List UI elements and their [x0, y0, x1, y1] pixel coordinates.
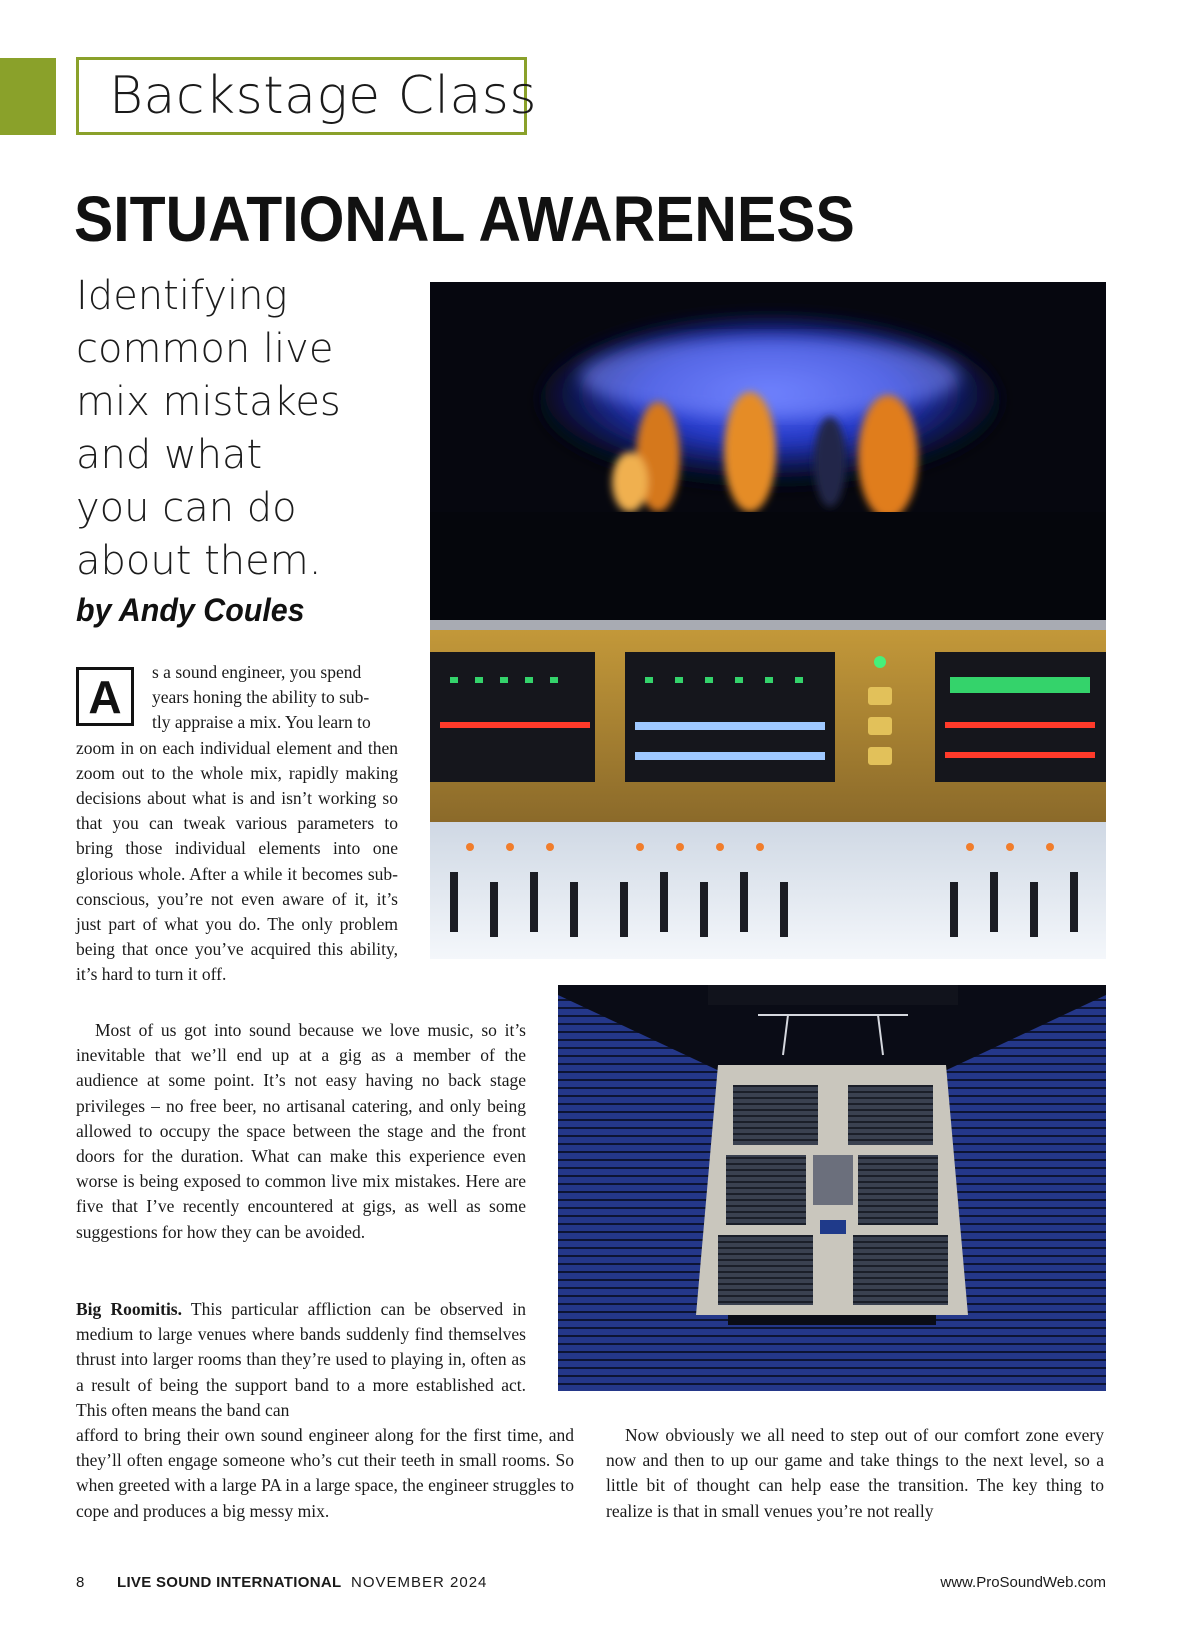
deck-line: common live [76, 326, 334, 372]
issue-date: NOVEMBER 2024 [351, 1574, 488, 1591]
deck-line: Identifying [76, 273, 288, 319]
body-paragraph-2 [76, 1018, 526, 1245]
intro-text: zoom in on each individual element and then zoom out to the whole mix, rapidly making decisions about what is and isn’t working so that you can tweak various parameters to bring those individual elements into one glorious whole. After a while it becomes sub-conscious, you’re not even aware of it, it’s just part of what you do. The only problem being that once you’ve acquired this ability, it’s hard to turn it off. [76, 737, 398, 985]
article-deck [76, 270, 416, 588]
arena-interior-photo [558, 985, 1106, 1391]
drop-cap: A [76, 667, 134, 726]
section-header [76, 57, 537, 135]
paragraph-text: Most of us got into sound because we love music, so it’s inevitable that we’ll end up at a gig as a member of the audience at some point. It’s not easy having no back stage privileges – no free beer, no artisanal catering, and only being allowed to occupy the space between the stage and the front doors for the duration. What can make this experience even worse is being exposed to common live mix mistakes. Here are five that I’ve recently encountered at gigs, as well as some suggestions for how they can be avoided. [76, 1020, 526, 1242]
big-roomitis-continued [76, 1423, 574, 1524]
big-roomitis-paragraph [76, 1297, 526, 1423]
intro-line: s a sound engineer, you spend [152, 662, 362, 682]
intro-paragraph [76, 660, 398, 988]
website-link[interactable]: www.ProSoundWeb.com [940, 1574, 1106, 1591]
intro-line: tly appraise a mix. You learn to [152, 712, 371, 733]
section-color-tab [0, 58, 56, 135]
publication-name: LIVE SOUND INTERNATIONAL [117, 1574, 342, 1591]
deck-line: about them. [76, 538, 322, 584]
page-number: 8 [76, 1574, 85, 1591]
run-in-heading: Big Roomitis. [76, 1299, 182, 1319]
intro-line: years honing the ability to sub- [152, 687, 370, 708]
deck-line: mix mistakes [76, 379, 341, 425]
paragraph-text: Now obviously we all need to step out of our comfort zone every now and then to up our game and take things to the next level, so a little bit of thought can help ease the transition. The key thing to realize is that in small venues you’re not really [606, 1425, 1104, 1521]
paragraph-text: This particular affliction can be observed in medium to large venues where bands suddenly find themselves thrust into larger rooms than they’re used to playing in, often as a result of being the support band to a more established act. This often means the band can [76, 1299, 526, 1420]
deck-line: you can do [76, 485, 297, 531]
deck-line: and what [76, 432, 263, 478]
column-2-text [606, 1423, 1104, 1524]
section-label: Backstage Class [109, 66, 537, 126]
article-headline: SITUATIONAL AWARENESS [74, 183, 855, 255]
page-footer [76, 1574, 1106, 1598]
paragraph-text: afford to bring their own sound engineer along for the first time, and they’ll often engage someone who’s cut their teeth in small rooms. So when greeted with a large PA in a large space, the engineer struggles to cope and produces a big messy mix. [76, 1425, 574, 1521]
concert-mixing-console-photo [430, 282, 1106, 959]
byline: by Andy Coules [76, 592, 305, 628]
